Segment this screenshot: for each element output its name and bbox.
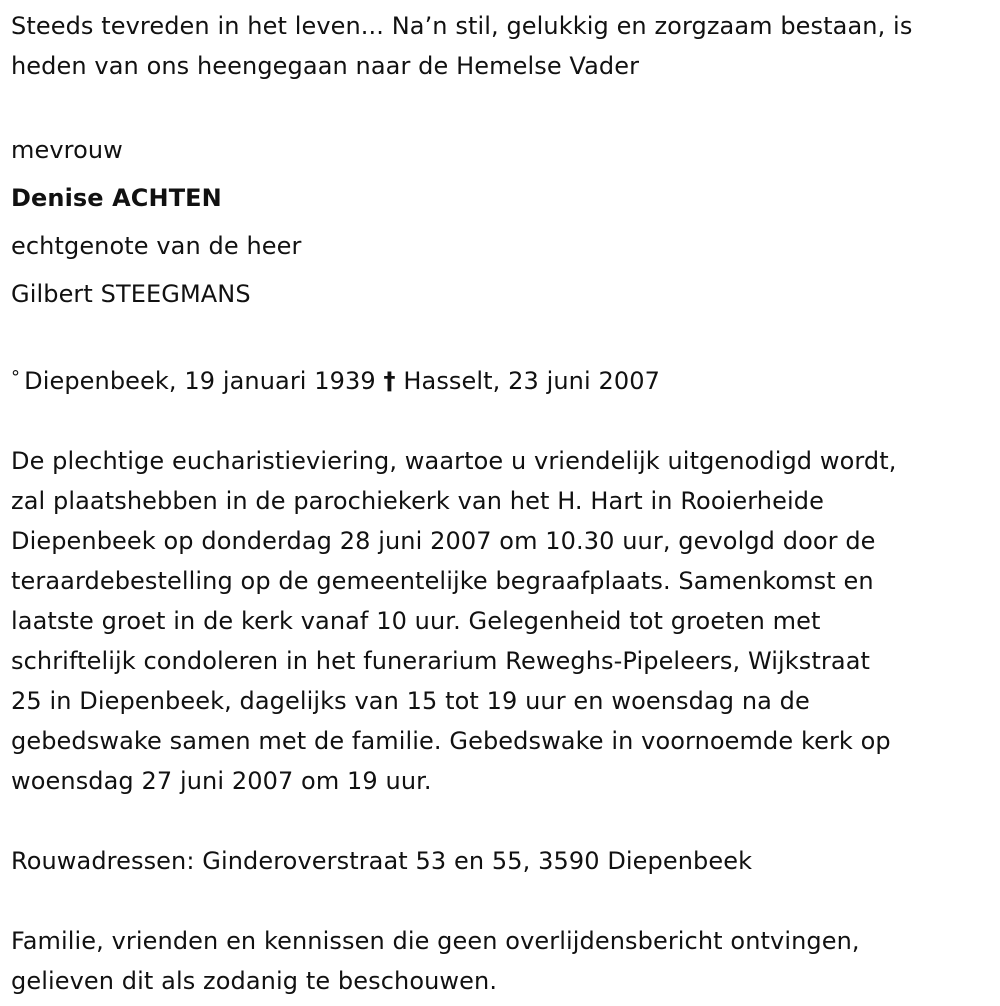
spacer — [11, 86, 991, 126]
deceased-name: Denise ACHTEN — [11, 184, 222, 212]
obituary-document — [11, 6, 991, 1001]
ceremony-line: woensdag 27 juni 2007 om 19 uur. — [11, 767, 432, 795]
closing-line-2: gelieven dit als zodanig te beschouwen. — [11, 967, 498, 995]
birth-date: Diepenbeek, 19 januari 1939 — [24, 367, 376, 395]
ceremony-line: 25 in Diepenbeek, dagelijks van 15 tot 19 uur en woensdag na de — [11, 687, 810, 715]
ceremony-line: Diepenbeek op donderdag 28 juni 2007 om 10.30 uur, gevolgd door de — [11, 527, 876, 555]
ceremony-line: schriftelijk condoleren in het funerarium Reweghs-Pipeleers, Wijkstraat — [11, 647, 871, 675]
intro-line-2: heden van ons heengegaan naar de Hemelse Vader — [11, 52, 640, 80]
spacer — [11, 401, 991, 441]
death-date: Hasselt, 23 juni 2007 — [403, 367, 660, 395]
ceremony-paragraph — [11, 441, 991, 801]
closing-line-1: Familie, vrienden en kennissen die geen overlijdensbericht ontvingen, — [11, 927, 860, 955]
intro-line-1: Steeds tevreden in het leven... Na’n stil, gelukkig en zorgzaam bestaan, is — [11, 12, 913, 40]
dates-line — [11, 358, 991, 401]
ceremony-line: teraardebestelling op de gemeentelijke begraafplaats. Samenkomst en — [11, 567, 874, 595]
relation-text: echtgenote van de heer — [11, 232, 302, 260]
ceremony-line: zal plaatshebben in de parochiekerk van het H. Hart in Rooierheide — [11, 487, 824, 515]
cross-icon: † — [383, 367, 396, 395]
birth-symbol: ° — [11, 367, 21, 388]
spacer — [11, 318, 991, 358]
honorific: mevrouw — [11, 136, 123, 164]
spacer — [11, 801, 991, 841]
ceremony-line: De plechtige eucharistieviering, waartoe u vriendelijk uitgenodigd wordt, — [11, 447, 897, 475]
spacer — [11, 881, 991, 921]
ceremony-line: gebedswake samen met de familie. Gebedswake in voornoemde kerk op — [11, 727, 891, 755]
mourning-address: Rouwadressen: Ginderoverstraat 53 en 55, 3590 Diepenbeek — [11, 847, 753, 875]
ceremony-line: laatste groet in de kerk vanaf 10 uur. Gelegenheid tot groeten met — [11, 607, 821, 635]
spouse-name: Gilbert STEEGMANS — [11, 280, 251, 308]
